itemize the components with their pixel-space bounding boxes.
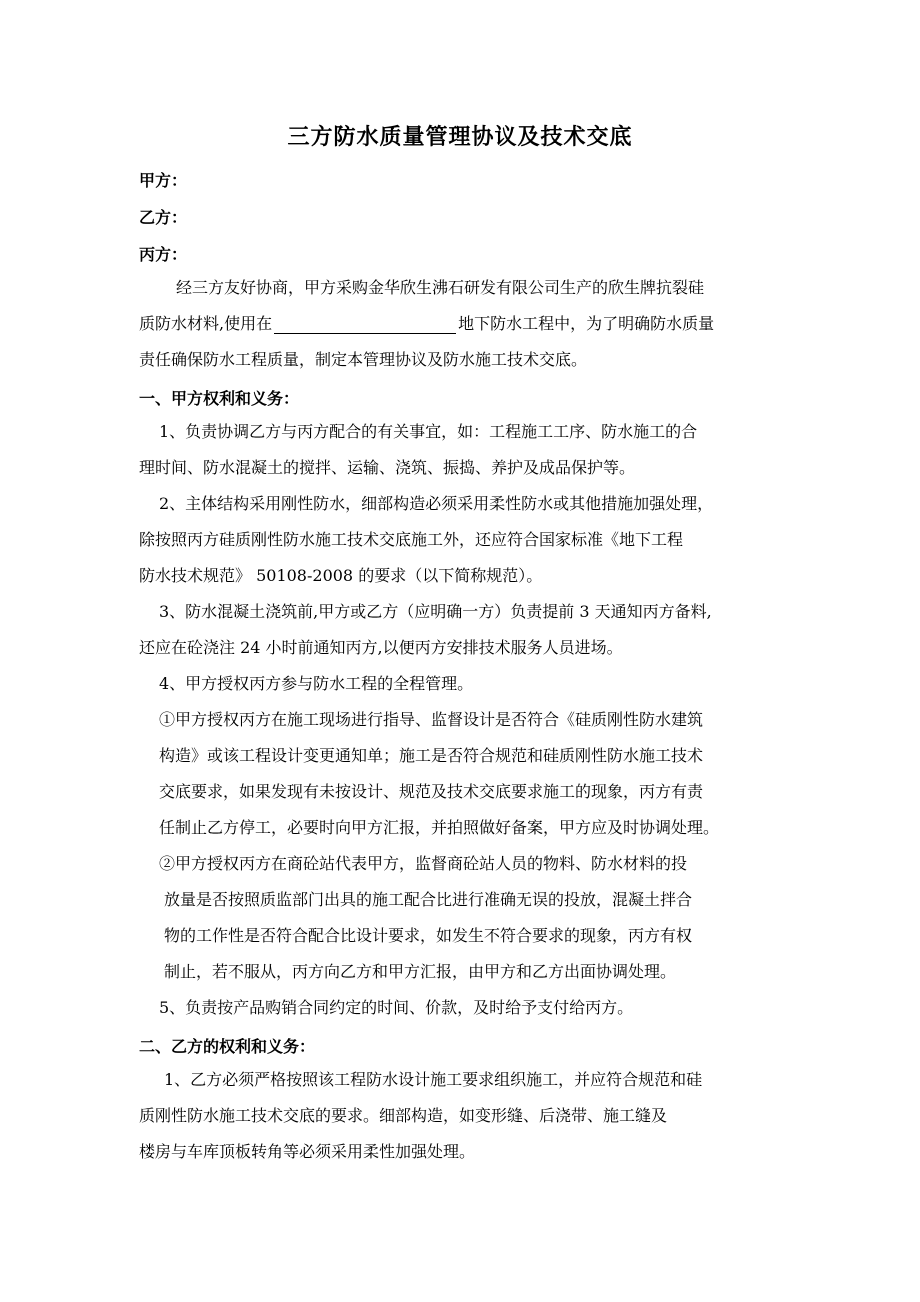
s1-item3-line2: 还应在砼浇注 24 小时前通知丙方,以便丙方安排技术服务人员进场。 (139, 638, 623, 657)
intro-line-2 (139, 314, 714, 334)
s1-item5: 5、负责按产品购销合同约定的时间、价款，及时给予支付给丙方。 (159, 998, 634, 1017)
s1-sub2-line3: 物的工作性是否符合配合比设计要求，如发生不符合要求的现象，丙方有权 (164, 926, 693, 945)
s1-sub1-line4: 任制止乙方停工，必要时向甲方汇报，并拍照做好备案，甲方应及时协调处理。 (159, 818, 720, 837)
s1-item4: 4、甲方授权丙方参与防水工程的全程管理。 (159, 674, 474, 693)
intro-line-1: 经三方友好协商，甲方采购金华欣生沸石研发有限公司生产的欣生牌抗裂硅 (176, 278, 705, 297)
section-1-heading: 一、甲方权利和义务： (139, 389, 300, 408)
intro-line-2-pre: 质防水材料,使用在 (139, 314, 273, 333)
s1-sub2-line2: 放量是否按照质监部门出具的施工配合比进行准确无误的投放，混凝土拌合 (164, 890, 693, 909)
s1-item3-line1: 3、防水混凝土浇筑前,甲方或乙方（应明确一方）负责提前 3 天通知丙方备料, (159, 602, 712, 621)
s1-sub2-line4: 制止，若不服从，丙方向乙方和甲方汇报，由甲方和乙方出面协调处理。 (164, 962, 677, 981)
s1-item2-line1: 2、主体结构采用刚性防水，细部构造必须采用柔性防水或其他措施加强处理， (159, 494, 714, 513)
s1-item1-line1: 1、负责协调乙方与丙方配合的有关事宜，如：工程施工工序、防水施工的合 (159, 422, 698, 441)
s2-item1-line1: 1、乙方必须严格按照该工程防水设计施工要求组织施工，并应符合规范和硅 (164, 1070, 703, 1089)
party-a-label: 甲方： (139, 171, 188, 190)
s1-sub1-line3: 交底要求，如果发现有未按设计、规范及技术交底要求施工的现象，丙方有责 (159, 782, 704, 801)
s1-sub1-line1: ①甲方授权丙方在施工现场进行指导、监督设计是否符合《硅质刚性防水建筑 (159, 710, 704, 729)
s2-item1-line3: 楼房与车库顶板转角等必须采用柔性加强处理。 (139, 1142, 476, 1161)
intro-line-2-post: 地下防水工程中，为了明确防水质量 (458, 314, 715, 333)
s1-item2-line2: 除按照丙方硅质刚性防水施工技术交底施工外，还应符合国家标准《地下工程 (139, 530, 684, 549)
section-2-heading: 二、乙方的权利和义务： (139, 1037, 316, 1056)
s1-sub2-line1: ②甲方授权丙方在商砼站代表甲方，监督商砼站人员的物料、防水材料的投 (159, 854, 688, 873)
project-name-blank[interactable] (274, 316, 456, 334)
s1-item2-line3: 防水技术规范》 50108-2008 的要求（以下简称规范）。 (139, 566, 543, 585)
s1-item1-line2: 理时间、防水混凝土的搅拌、运输、浇筑、振捣、养护及成品保护等。 (139, 458, 636, 477)
s2-item1-line2: 质刚性防水施工技术交底的要求。细部构造，如变形缝、后浇带、施工缝及 (139, 1106, 668, 1125)
intro-line-3: 责任确保防水工程质量，制定本管理协议及防水施工技术交底。 (139, 350, 588, 369)
party-c-label: 丙方： (139, 245, 188, 264)
document-title: 三方防水质量管理协议及技术交底 (287, 124, 633, 150)
party-b-label: 乙方： (139, 208, 188, 227)
s1-sub1-line2: 构造》或该工程设计变更通知单；施工是否符合规范和硅质刚性防水施工技术 (159, 746, 704, 765)
